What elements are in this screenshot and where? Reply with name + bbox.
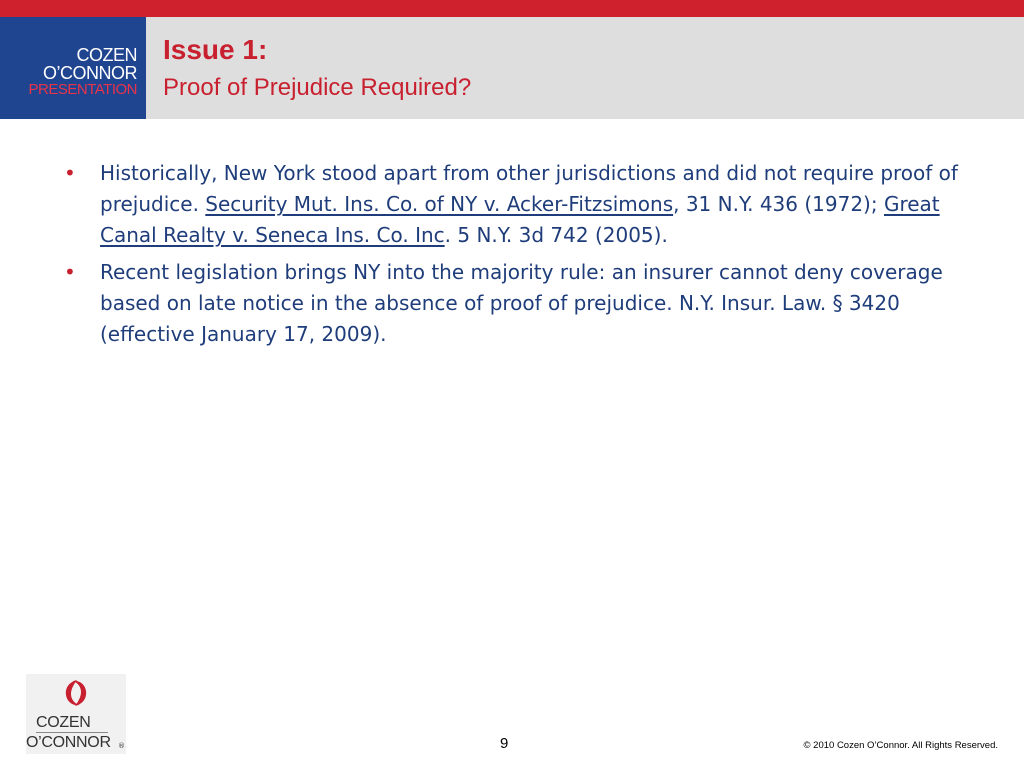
logo-line-cozen: COZEN — [76, 45, 137, 65]
logo-line-presentation: PRESENTATION — [28, 81, 137, 98]
top-accent-bar — [0, 0, 1024, 17]
cozen-logo-icon — [63, 678, 89, 708]
header-logo — [0, 17, 146, 119]
bullet-text: Recent legislation brings NY into the majority rule: an insurer cannot deny coverage based on late notice in the absence of proof of prejudice. N.Y. Insur. Law. § 3420 (effective January 17, 2009). — [100, 260, 943, 346]
title-band — [146, 17, 1024, 119]
slide-title: Issue 1: — [163, 34, 268, 65]
bullet-list — [58, 158, 970, 356]
bullet-item — [58, 257, 970, 350]
slide-subtitle: Proof of Prejudice Required? — [163, 74, 472, 101]
case-citation: Great Canal Realty v. Seneca Ins. Co. Inc — [100, 192, 940, 247]
footer-logo — [26, 674, 126, 754]
registered-mark: ® — [118, 742, 125, 750]
logo-line-oconnor: O’CONNOR — [43, 63, 137, 83]
case-citation: Security Mut. Ins. Co. of NY v. Acker-Fitzsimons — [205, 192, 674, 216]
bullet-text: , 31 N.Y. 436 (1972); — [673, 192, 884, 216]
bullet-item — [58, 158, 970, 251]
copyright-notice: © 2010 Cozen O’Connor. All Rights Reserved. — [803, 740, 998, 751]
bullet-text: Historically, New York stood apart from other jurisdictions and did not require proof of prejudice. — [100, 161, 958, 216]
footer-logo-rule — [36, 732, 108, 733]
footer-logo-cozen: COZEN — [36, 714, 91, 731]
bullet-marker: • — [64, 260, 76, 284]
bullet-text: . 5 N.Y. 3d 742 (2005). — [444, 223, 668, 247]
page-number: 9 — [500, 735, 509, 752]
footer-logo-oconnor: O’CONNOR — [26, 734, 111, 751]
bullet-marker: • — [64, 161, 76, 185]
